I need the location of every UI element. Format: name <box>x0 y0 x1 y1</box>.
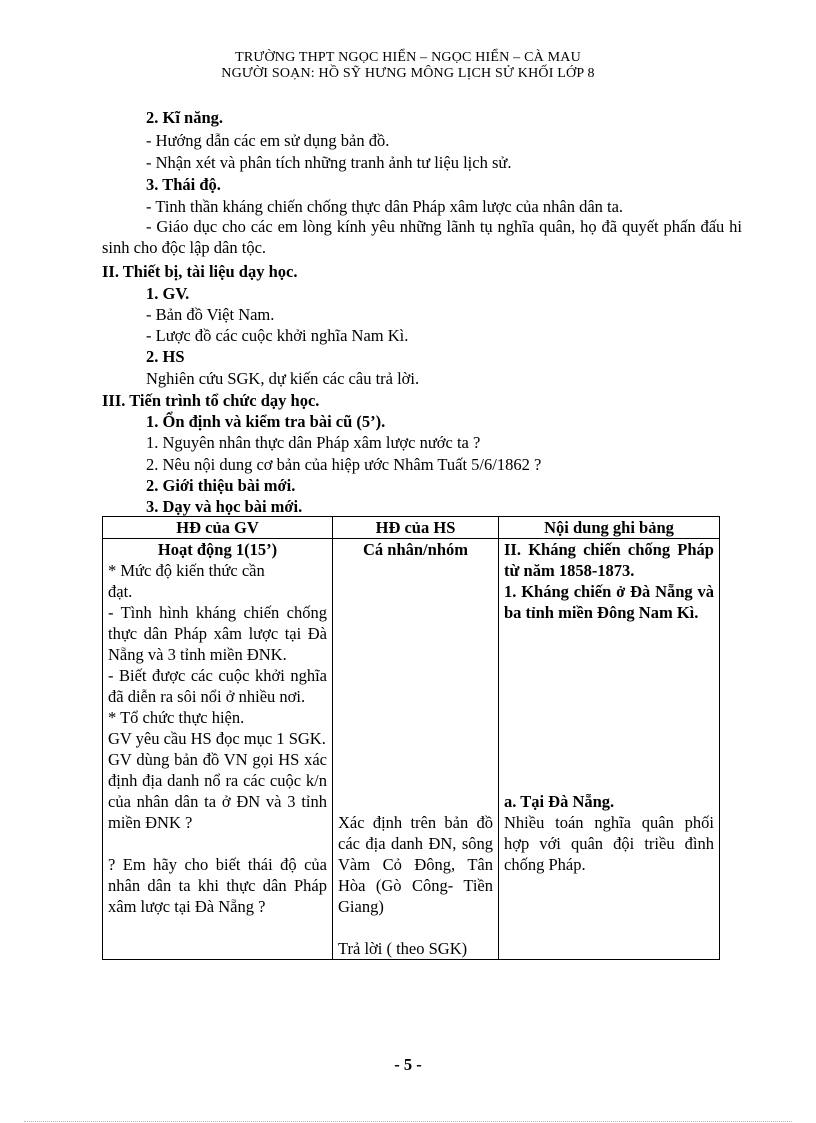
section-3-title: III. Tiến trình tổ chức dạy học. <box>102 391 320 410</box>
page-number: - 5 - <box>394 1055 422 1074</box>
attitude-item-1: - Tinh thần kháng chiến chống thực dân Pháp xâm lược của nhân dân ta. <box>146 197 624 216</box>
attitude-title: 3. Thái độ. <box>146 175 221 194</box>
table-row <box>103 539 720 960</box>
header-hs-activity: HĐ của HS <box>333 517 499 539</box>
lesson-plan-table <box>102 516 720 960</box>
gv-item-1: - Bản đồ Việt Nam. <box>146 305 275 324</box>
hs-mode: Cá nhân/nhóm <box>362 540 468 559</box>
table-header-row <box>103 517 720 539</box>
step-3-title: 3. Dạy và học bài mới. <box>146 497 303 516</box>
document-header <box>0 50 816 82</box>
spacer <box>108 833 327 854</box>
knowledge-item-2: - Biết được các cuộc khởi nghĩa đã diễn ra sôi nổi ở nhiều nơi. <box>108 666 327 706</box>
hs-activity-cell <box>333 539 499 960</box>
attitude-item-2: - Giáo dục cho các em lòng kính yêu những lãnh tụ nghĩa quân, họ đã quyết phấn đấu hi sinh cho độc lập dân tộc. <box>102 217 742 257</box>
spacer <box>338 560 493 812</box>
board-content-cell <box>499 539 720 960</box>
header-gv-activity: HĐ của GV <box>103 517 333 539</box>
skills-item-1: - Hướng dẫn các em sử dụng bản đồ. <box>146 131 390 150</box>
header-school: TRƯỜNG THPT NGỌC HIỂN – NGỌC HIỂN – CÀ MAU <box>235 50 581 65</box>
organize-item-2: GV dùng bản đồ VN gọi HS xác định địa danh nổ ra các cuộc k/n của nhân dân ta ở ĐN và 3 tỉnh miền ĐNK ? <box>108 750 327 832</box>
organize-label: * Tổ chức thực hiện. <box>108 708 245 727</box>
content-point-text: Nhiều toán nghĩa quân phối hợp với quân đội triều đình chống Pháp. <box>504 813 714 874</box>
knowledge-item-1: - Tình hình kháng chiến chống thực dân Pháp xâm lược tại Đà Nẵng và 3 tỉnh miền ĐNK. <box>108 603 327 664</box>
gv-activity-cell <box>103 539 333 960</box>
section-2-title: II. Thiết bị, tài liệu dạy học. <box>102 262 298 281</box>
hs-answer-2: Trả lời ( theo SGK) <box>338 939 468 958</box>
step-2-title: 2. Giới thiệu bài mới. <box>146 476 296 495</box>
step-1-question-2: 2. Nêu nội dung cơ bản của hiệp ước Nhâm Tuất 5/6/1862 ? <box>146 455 542 474</box>
gv-title: 1. GV. <box>146 284 190 303</box>
spacer <box>504 623 714 791</box>
content-point-title: a. Tại Đà Nẵng. <box>504 792 615 811</box>
page-bottom-divider <box>24 1121 792 1122</box>
content-sub-title: 1. Kháng chiến ở Đà Nẵng và ba tỉnh miền Đông Nam Kì. <box>504 582 714 622</box>
gv-question: ? Em hãy cho biết thái độ của nhân dân ta khi thực dân Pháp xâm lược tại Đà Nẵng ? <box>108 855 327 916</box>
activity-title: Hoạt động 1(15’) <box>157 540 278 559</box>
hs-title: 2. HS <box>146 347 185 366</box>
header-author: NGƯỜI SOẠN: HỒ SỸ HƯNG MÔNG LỊCH SỬ KHỐI LỚP 8 <box>221 66 595 81</box>
hs-item-1: Nghiên cứu SGK, dự kiến các câu trả lời. <box>146 369 420 388</box>
organize-item-1: GV yêu cầu HS đọc mục 1 SGK. <box>108 729 326 748</box>
step-1-question-1: 1. Nguyên nhân thực dân Pháp xâm lược nước ta ? <box>146 433 481 452</box>
skills-item-2: - Nhận xét và phân tích những tranh ảnh tư liệu lịch sử. <box>146 153 512 172</box>
spacer <box>338 917 493 938</box>
knowledge-label: * Mức độ kiến thức cần đạt. <box>108 561 265 601</box>
gv-item-2: - Lược đồ các cuộc khởi nghĩa Nam Kì. <box>146 326 409 345</box>
skills-title: 2. Kĩ năng. <box>146 108 224 127</box>
content-section-title: II. Kháng chiến chống Pháp từ năm 1858-1873. <box>504 540 714 580</box>
hs-answer-1: Xác định trên bản đồ các địa danh ĐN, sông Vàm Cỏ Đông, Tân Hòa (Gò Công- Tiền Giang) <box>338 813 493 916</box>
step-1-title: 1. Ổn định và kiểm tra bài cũ (5’). <box>146 412 386 431</box>
header-board-content: Nội dung ghi bảng <box>499 517 720 539</box>
